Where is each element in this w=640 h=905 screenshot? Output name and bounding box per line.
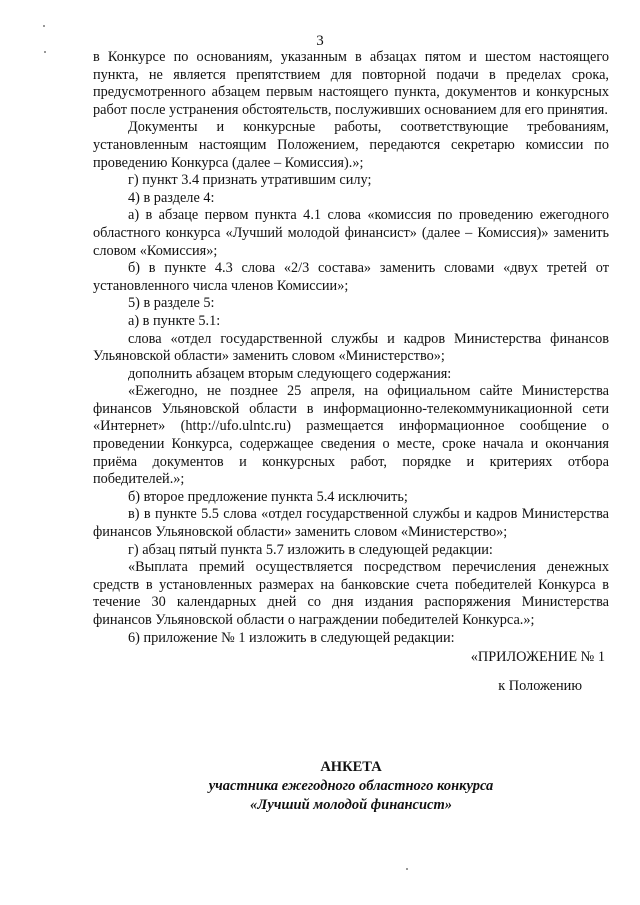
appendix-title: «ПРИЛОЖЕНИЕ № 1 [470, 649, 605, 666]
paragraph: в Конкурсе по основаниям, указанным в абзацах пятом и шестом настоящего пункта, не является препятствием для повторной подачи в пределах срока, предусмотренного абзацем первым настоящего пункта, документов и конкурсных работ после устранения обстоятельств, послуживших основанием для его принятия. [93, 49, 609, 118]
page-number: 3 [316, 33, 324, 49]
paragraph: дополнить абзацем вторым следующего содержания: [128, 365, 452, 382]
form-subtitle: участника ежегодного областного конкурса [208, 778, 494, 794]
paragraph: б) второе предложение пункта 5.4 исключить; [128, 488, 408, 505]
paragraph: б) в пункте 4.3 слова «2/3 состава» заменить словами «двух третей от установленного числа членов Комиссии»; [93, 260, 609, 294]
paragraph: а) в пункте 5.1: [128, 312, 221, 329]
paragraph: 4) в разделе 4: [128, 189, 215, 206]
paragraph: 5) в разделе 5: [128, 295, 215, 312]
paragraph: слова «отдел государственной службы и кадров Министерства финансов Ульяновской области» заменить словом «Министерство»; [93, 330, 609, 365]
scan-speck [406, 868, 408, 870]
scan-speck [44, 51, 46, 53]
paragraph: в) в пункте 5.5 слова «отдел государственной службы и кадров Министерства финансов Ульяновской области» заменить словом «Министерство»; [93, 506, 609, 541]
paragraph: г) пункт 3.4 признать утратившим силу; [128, 172, 372, 189]
form-subtitle-contest-name: «Лучший молодой финансист» [249, 797, 453, 813]
paragraph: а) в абзаце первом пункта 4.1 слова «комиссия по проведению ежегодного областного конкурса «Лучший молодой финансист» (далее – Комиссия)» заменить словом «Комиссия»; [93, 207, 609, 259]
paragraph: Документы и конкурсные работы, соответствующие требованиям, установленным настоящим Положением, передаются секретарю комиссии по проведению Конкурса (далее – Комиссия).»; [93, 119, 609, 171]
document-body [93, 49, 609, 695]
form-title: АНКЕТА [320, 759, 382, 775]
paragraph: «Ежегодно, не позднее 25 апреля, на официальном сайте Министерства финансов Ульяновской области в информационно-телекоммуникационной сети «Интернет» (http://ufo.ulntc.ru) размещается информационное сообщение о проведении Конкурса, содержащее сведения о месте, сроке начала и окончания приёма документов и конкурсных работ, порядке и критериях отбора победителей.»; [93, 383, 609, 488]
paragraph: 6) приложение № 1 изложить в следующей редакции: [128, 629, 455, 646]
paragraph: «Выплата премий осуществляется посредством перечисления денежных средств в установленных размерах на банковские счета победителей Конкурса в течение 30 календарных дней со дня издания распоряжения Министерства финансов Ульяновской области о награждении победителей Конкурса.»; [93, 559, 609, 628]
appendix-subtitle: к Положению [498, 677, 582, 694]
paragraph: г) абзац пятый пункта 5.7 изложить в следующей редакции: [128, 541, 493, 558]
scan-speck [43, 25, 45, 27]
